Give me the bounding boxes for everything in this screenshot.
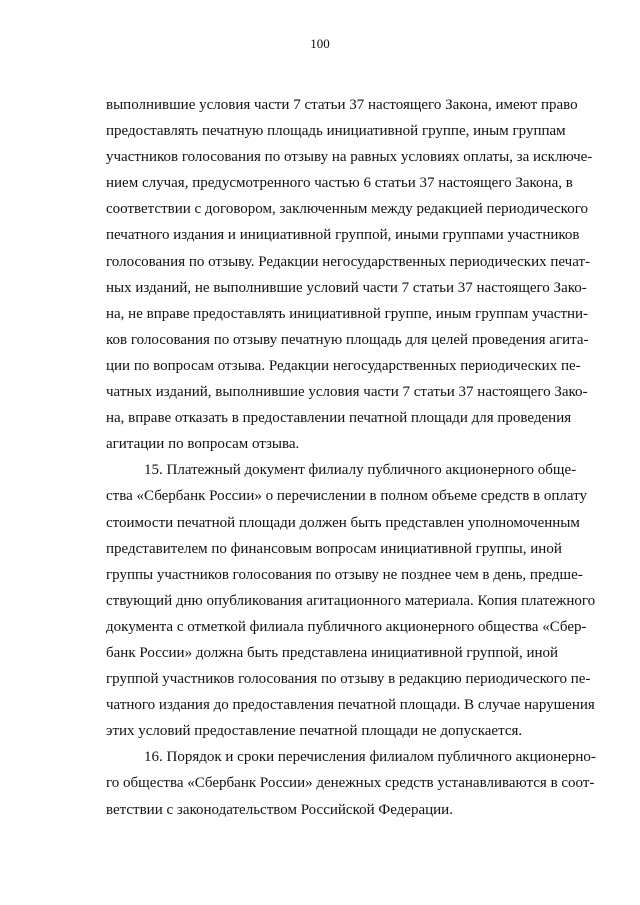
text-line: ства «Сбербанк России» о перечислении в полном объеме средств в оплату	[106, 488, 587, 505]
page-number: 100	[310, 36, 330, 51]
document-body	[106, 92, 596, 823]
text-line: чатного издания до предоставления печатной площади. В случае нарушения	[106, 697, 595, 714]
text-line: на, вправе отказать в предоставлении печатной площади для проведения	[106, 410, 572, 427]
text-line: голосования по отзыву. Редакции негосударственных периодических печат-	[106, 253, 591, 270]
text-line: стоимости печатной площади должен быть представлен уполномоченным	[106, 514, 580, 531]
text-line: группы участников голосования по отзыву не позднее чем в день, предше-	[106, 566, 583, 583]
paragraph-continuation	[106, 92, 593, 457]
text-line: агитации по вопросам отзыва.	[106, 436, 300, 453]
text-line: ков голосования по отзыву печатную площадь для целей проведения агита-	[106, 331, 589, 348]
text-line: участников голосования по отзыву на равных условиях оплаты, за исключе-	[106, 149, 593, 166]
text-line: печатного издания и инициативной группой, иными группами участников	[106, 227, 580, 244]
paragraph-item-16	[106, 744, 596, 822]
text-line: выполнившие условия части 7 статьи 37 настоящего Закона, имеют право	[106, 97, 578, 113]
text-line: ции по вопросам отзыва. Редакции негосударственных периодических пе-	[106, 357, 581, 374]
text-line: банк России» должна быть представлена инициативной группой, иной	[106, 644, 559, 661]
text-line: 15. Платежный документ филиалу публичного акционерного обще-	[144, 462, 577, 479]
text-line: ствующий дню опубликования агитационного материала. Копия платежного	[106, 592, 596, 609]
text-line: нием случая, предусмотренного частью 6 статьи 37 настоящего Закона, в	[106, 175, 573, 192]
text-line: чатных изданий, выполнившие условия части 7 статьи 37 настоящего Зако-	[106, 384, 588, 401]
text-line: соответствии с договором, заключенным между редакцией периодического	[106, 201, 588, 218]
text-line: предоставлять печатную площадь инициативной группе, иным группам	[106, 123, 566, 140]
text-line: на, не вправе предоставлять инициативной группе, иным группам участни-	[106, 305, 589, 322]
text-line: документа с отметкой филиала публичного акционерного общества «Сбер-	[106, 618, 587, 635]
text-line: группой участников голосования по отзыву в редакцию периодического пе-	[106, 671, 591, 688]
paragraph-item-15	[106, 457, 596, 744]
text-line: 16. Порядок и сроки перечисления филиалом публичного акционерно-	[144, 749, 596, 766]
text-line: представителем по финансовым вопросам инициативной группы, иной	[106, 540, 562, 557]
text-line: этих условий предоставление печатной площади не допускается.	[106, 723, 523, 740]
text-line: ных изданий, не выполнившие условий части 7 статьи 37 настоящего Зако-	[106, 279, 587, 296]
text-line: го общества «Сбербанк России» денежных средств устанавливаются в соот-	[106, 775, 595, 792]
text-line: ветствии с законодательством Российской Федерации.	[106, 801, 453, 818]
